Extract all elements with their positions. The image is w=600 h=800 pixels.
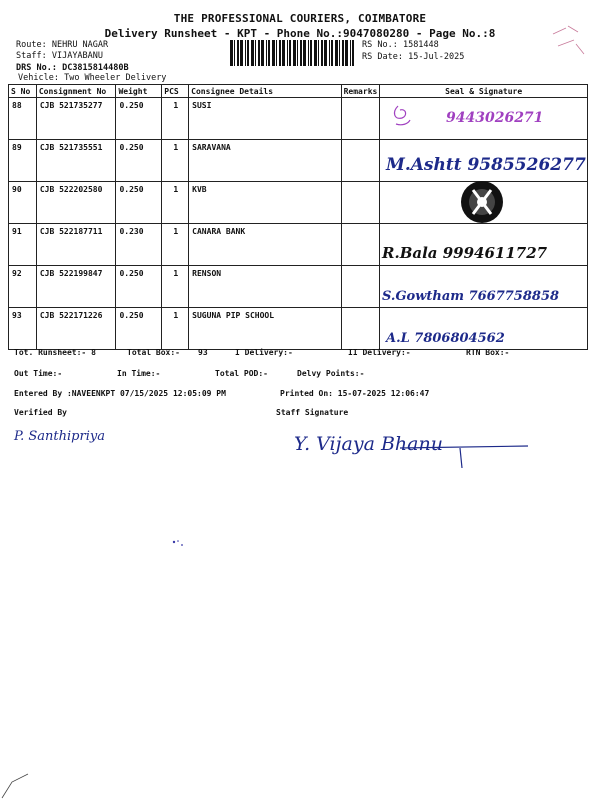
- signature-cell: [380, 140, 588, 182]
- staff-line: Staff: VIJAYABANU: [16, 51, 104, 61]
- table-row: 93 CJB 522171226 0.250 1 SUGUNA PIP SCHOOL A.L 7806804562: [9, 308, 588, 350]
- col-header-consignee: Consignee Details: [189, 85, 341, 98]
- entered-by: Entered By :NAVEENKPT 07/15/2025 12:05:09 PM: [14, 389, 226, 398]
- out-time: Out Time:-: [14, 369, 63, 378]
- verified-by-label: Verified By: [14, 408, 67, 417]
- document-title: THE PROFESSIONAL COURIERS, COIMBATORE: [173, 12, 427, 25]
- total-box-value: 93: [198, 348, 208, 357]
- scribble-mark-icon: [548, 20, 588, 60]
- rtn-box: RTN Box:-: [466, 348, 510, 357]
- corner-mark-icon: [0, 770, 60, 800]
- drs-line: DRS No.: DC3815814480B: [16, 63, 129, 73]
- signature-cell: [380, 98, 588, 140]
- signature-cell: [380, 266, 588, 308]
- document-subtitle: Delivery Runsheet - KPT - Phone No.:9047080280 - Page No.:8: [104, 27, 496, 40]
- col-header-consignment: Consignment No: [36, 85, 116, 98]
- table-row: 89 CJB 521735551 0.250 1 SARAVANA M.Ashtt 9585526277: [9, 140, 588, 182]
- svg-text:Y. Vijaya Bhanu: Y. Vijaya Bhanu: [294, 433, 443, 455]
- kvb-seal-stamp-icon: [380, 182, 580, 222]
- col-header-pcs: PCS: [162, 85, 189, 98]
- svg-text:P. Santhipriya: P. Santhipriya: [14, 429, 105, 444]
- signature-89-icon: [380, 140, 587, 180]
- svg-text:A.L 7806804562: A.L 7806804562: [386, 331, 506, 346]
- rs-date-line: RS Date: 15-Jul-2025: [362, 52, 465, 62]
- svg-text:S.Gowtham 7667758858: S.Gowtham 7667758858: [382, 289, 560, 304]
- col-header-sno: S No: [9, 85, 37, 98]
- in-time: In Time:-: [117, 369, 161, 378]
- barcode-icon: [230, 40, 358, 66]
- verified-signature-icon: [12, 418, 142, 450]
- col-header-remarks: Remarks: [341, 85, 380, 98]
- delivery-table: [8, 84, 588, 350]
- ink-speck-icon: [168, 536, 188, 550]
- signature-cell: [380, 224, 588, 266]
- i-delivery: I Delivery:-: [235, 348, 293, 357]
- svg-text:9443026271: 9443026271: [446, 110, 544, 126]
- signature-88-icon: [380, 98, 580, 138]
- col-header-signature: Seal & Signature: [380, 85, 588, 98]
- table-row: 91 CJB 522187711 0.230 1 CANARA BANK R.Bala 9994611727: [9, 224, 588, 266]
- signature-92-icon: [380, 266, 580, 306]
- table-row: 88 CJB 521735277 0.250 1 SUSI 9443026271: [9, 98, 588, 140]
- svg-text:M.Ashtt 9585526277: M.Ashtt 9585526277: [386, 155, 587, 175]
- delvy-points: Delvy Points:-: [297, 369, 365, 378]
- table-row: 92 CJB 522199847 0.250 1 RENSON S.Gowtham 7667758858: [9, 266, 588, 308]
- signature-cell: [380, 182, 588, 224]
- table-row: 90 CJB 522202580 0.250 1 KVB: [9, 182, 588, 224]
- rs-no-line: RS No.: 1581448: [362, 40, 439, 50]
- route-line: Route: NEHRU NAGAR: [16, 40, 109, 50]
- signature-91-icon: [380, 224, 580, 264]
- staff-signature-icon: [290, 420, 540, 476]
- vehicle-line: Vehicle: Two Wheeler Delivery: [18, 73, 167, 83]
- total-pod: Total POD:-: [215, 369, 268, 378]
- col-header-weight: Weight: [116, 85, 162, 98]
- table-header-row: [9, 85, 588, 98]
- tot-runsheet: Tot. Runsheet:- 8: [14, 348, 96, 357]
- signature-93-icon: [380, 308, 580, 348]
- signature-cell: [380, 308, 588, 350]
- ii-delivery: II Delivery:-: [348, 348, 411, 357]
- total-box-label: Total Box:-: [127, 348, 180, 357]
- staff-signature-label: Staff Signature: [276, 408, 349, 417]
- svg-text:R.Bala 9994611727: R.Bala 9994611727: [382, 244, 548, 262]
- printed-on: Printed On: 15-07-2025 12:06:47: [280, 389, 430, 398]
